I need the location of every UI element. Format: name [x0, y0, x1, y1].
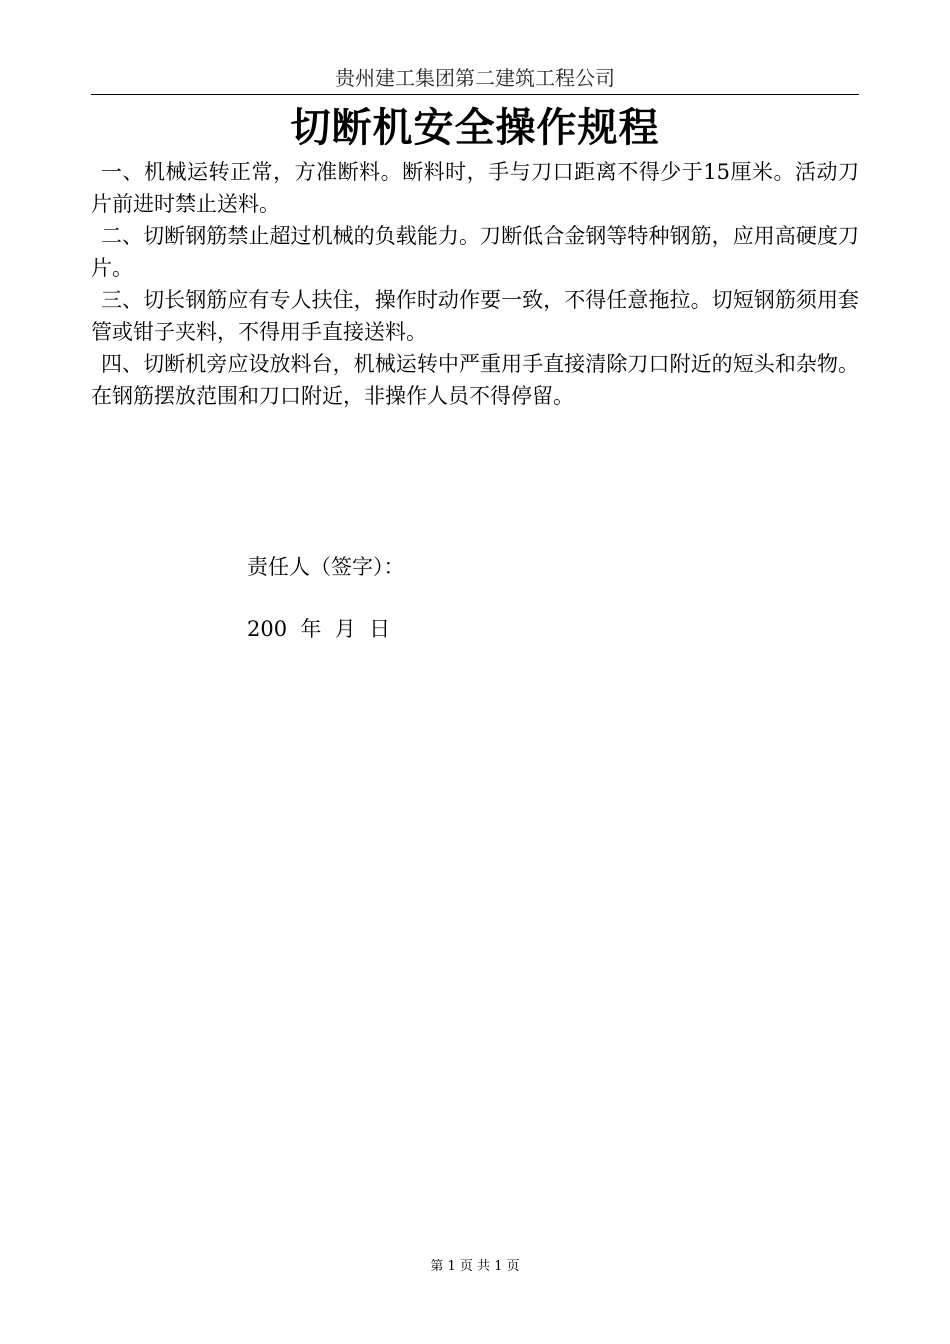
header-company-name: 贵州建工集团第二建筑工程公司 — [335, 66, 615, 90]
rule-paragraph-1: 一、机械运转正常，方准断料。断料时，手与刀口距离不得少于15厘米。活动刀片前进时禁止送料。 — [91, 160, 859, 216]
rule-paragraph-4: 四、切断机旁应设放料台，机械运转中严重用手直接清除刀口附近的短头和杂物。在钢筋摆放范围和刀口附近，非操作人员不得停留。 — [91, 352, 859, 408]
document-body — [91, 156, 859, 412]
document-title: 切断机安全操作规程 — [290, 105, 660, 151]
date-line: 200 年 月 日 — [247, 617, 391, 641]
rule-paragraph-2: 二、切断钢筋禁止超过机械的负载能力。刀断低合金钢等特种钢筋，应用高硬度刀片。 — [91, 224, 859, 280]
rule-paragraph-3: 三、切长钢筋应有专人扶住，操作时动作要一致，不得任意拖拉。切短钢筋须用套管或钳子夹料，不得用手直接送料。 — [91, 288, 859, 344]
signature-label: 责任人（签字）： — [247, 555, 405, 579]
page-number-footer: 第 1 页 共 1 页 — [430, 1259, 520, 1274]
header-divider — [91, 94, 859, 95]
